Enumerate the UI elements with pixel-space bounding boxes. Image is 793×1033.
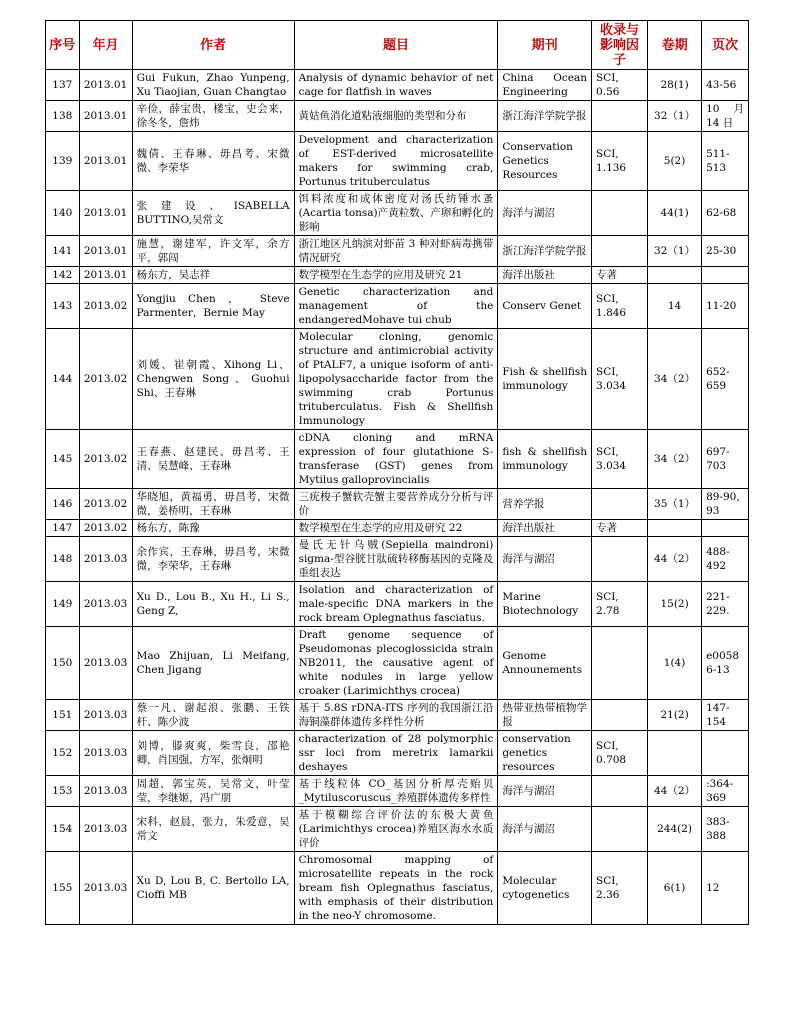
cell-index: [592, 537, 648, 582]
cell-journal: fish & shellfish immunology: [498, 430, 592, 489]
cell-index: [592, 191, 648, 236]
cell-no: 149: [46, 582, 80, 627]
cell-pages: [702, 731, 749, 776]
cell-authors: 辛俭，薛宝贵，楼宝，史会来，徐冬冬，詹炜: [132, 101, 294, 132]
cell-pages: 652-659: [702, 329, 749, 430]
cell-no: 144: [46, 329, 80, 430]
cell-pages: 89-90, 93: [702, 489, 749, 520]
cell-no: 150: [46, 627, 80, 700]
cell-journal: 海洋出版社: [498, 520, 592, 537]
cell-title: 数学模型在生态学的应用及研究 21: [294, 267, 498, 284]
cell-no: 148: [46, 537, 80, 582]
cell-index: SCI, 0.56: [592, 70, 648, 101]
cell-volume: 21(2): [648, 700, 702, 731]
cell-authors: Xu D, Lou B, C. Bertollo LA, Cioffi MB: [132, 852, 294, 925]
cell-authors: 杨东方，陈豫: [132, 520, 294, 537]
cell-volume: [648, 520, 702, 537]
cell-pages: e00586-13: [702, 627, 749, 700]
header-row: [46, 21, 749, 70]
cell-date: 2013.03: [79, 627, 132, 700]
cell-date: 2013.01: [79, 267, 132, 284]
cell-volume: 15(2): [648, 582, 702, 627]
cell-journal: conservation genetics resources: [498, 731, 592, 776]
cell-date: 2013.03: [79, 731, 132, 776]
cell-title: Genetic characterization and management of the endangeredMohave tui chub: [294, 284, 498, 329]
cell-index: [592, 700, 648, 731]
header-index: 收录与影响因子: [592, 21, 648, 70]
cell-volume: 34（2）: [648, 430, 702, 489]
cell-volume: 35（1）: [648, 489, 702, 520]
cell-pages: 10 月 14 日: [702, 101, 749, 132]
table-body: [46, 70, 749, 925]
cell-pages: 221-229.: [702, 582, 749, 627]
cell-no: 145: [46, 430, 80, 489]
table-row: [46, 731, 749, 776]
cell-volume: 14: [648, 284, 702, 329]
cell-date: 2013.01: [79, 132, 132, 191]
cell-volume: [648, 731, 702, 776]
cell-journal: 营养学报: [498, 489, 592, 520]
cell-journal: China Ocean Engineering: [498, 70, 592, 101]
cell-date: 2013.03: [79, 700, 132, 731]
cell-journal: 热带亚热带植物学报: [498, 700, 592, 731]
cell-title: Chromosomal mapping of microsatellite repeats in the rock bream fish Oplegnathus fasciatus, with emphasis of their distribution in the neo-Y chromosome.: [294, 852, 498, 925]
cell-title: 数学模型在生态学的应用及研究 22: [294, 520, 498, 537]
cell-no: 141: [46, 236, 80, 267]
cell-title: 三疣梭子蟹软壳蟹主要营养成分分析与评价: [294, 489, 498, 520]
cell-date: 2013.01: [79, 101, 132, 132]
cell-journal: Fish & shellfish immunology: [498, 329, 592, 430]
cell-authors: 余作宾，王春琳，毋昌考，宋微微，李荣华，王春琳: [132, 537, 294, 582]
table-row: [46, 284, 749, 329]
table-row: [46, 132, 749, 191]
cell-pages: 12: [702, 852, 749, 925]
cell-journal: Conserv Genet: [498, 284, 592, 329]
cell-index: SCI, 3.034: [592, 329, 648, 430]
cell-date: 2013.03: [79, 537, 132, 582]
cell-pages: 488-492: [702, 537, 749, 582]
cell-pages: 11-20: [702, 284, 749, 329]
cell-pages: 25-30: [702, 236, 749, 267]
cell-journal: Conservation Genetics Resources: [498, 132, 592, 191]
cell-title: Development and characterization of EST-derived microsatellite makers for swimming crab, Portunus trituberculatus: [294, 132, 498, 191]
cell-volume: [648, 267, 702, 284]
table-row: [46, 700, 749, 731]
cell-pages: [702, 267, 749, 284]
cell-volume: 34（2）: [648, 329, 702, 430]
cell-title: 曼氏无针乌贼(Sepiella maindroni) sigma-型谷胱甘肽硫转移酶基因的克隆及重组表达: [294, 537, 498, 582]
cell-journal: 海洋与湖沼: [498, 776, 592, 807]
cell-date: 2013.02: [79, 430, 132, 489]
cell-no: 147: [46, 520, 80, 537]
header-pages: 页次: [702, 21, 749, 70]
cell-index: [592, 627, 648, 700]
cell-index: [592, 807, 648, 852]
cell-pages: 43-56: [702, 70, 749, 101]
cell-pages: 697-703: [702, 430, 749, 489]
table-row: [46, 582, 749, 627]
cell-title: cDNA cloning and mRNA expression of four glutathione S-transferase (GST) genes from Mytilus galloprovincialis: [294, 430, 498, 489]
cell-index: SCI, 0.708: [592, 731, 648, 776]
cell-index: SCI, 2.78: [592, 582, 648, 627]
cell-date: 2013.01: [79, 191, 132, 236]
cell-journal: Marine Biotechnology: [498, 582, 592, 627]
cell-index: [592, 101, 648, 132]
cell-title: 饵料浓度和成体密度对汤氏纺锤水蚤(Acartia tonsa)产黄粒数、产卵和孵化的影响: [294, 191, 498, 236]
cell-index: SCI, 3.034: [592, 430, 648, 489]
table-row: [46, 430, 749, 489]
cell-title: 浙江地区凡纳滨对虾苗 3 种对虾病毒携带情况研究: [294, 236, 498, 267]
cell-date: 2013.02: [79, 284, 132, 329]
cell-no: 138: [46, 101, 80, 132]
cell-volume: 1(4): [648, 627, 702, 700]
cell-no: 137: [46, 70, 80, 101]
table-row: [46, 489, 749, 520]
cell-date: 2013.02: [79, 520, 132, 537]
cell-date: 2013.02: [79, 489, 132, 520]
cell-journal: Genome Announements: [498, 627, 592, 700]
cell-authors: Gui Fukun, Zhao Yunpeng, Xu Tiaojian, Guan Changtao: [132, 70, 294, 101]
cell-authors: 杨东方，吴志祥: [132, 267, 294, 284]
cell-title: Draft genome sequence of Pseudomonas plecoglossicida strain NB2011, the causative agent of white nodules in large yellow croaker (Larimichthys crocea): [294, 627, 498, 700]
cell-journal: Molecular cytogenetics: [498, 852, 592, 925]
header-journal: 期刊: [498, 21, 592, 70]
cell-no: 155: [46, 852, 80, 925]
cell-index: SCI, 1.136: [592, 132, 648, 191]
cell-index: [592, 489, 648, 520]
cell-authors: 周超，郭宝英，吴常文，叶莹莹，李继姬，冯广朋: [132, 776, 294, 807]
cell-no: 143: [46, 284, 80, 329]
table-row: [46, 627, 749, 700]
cell-pages: 62-68: [702, 191, 749, 236]
cell-no: 140: [46, 191, 80, 236]
cell-date: 2013.03: [79, 852, 132, 925]
cell-title: 基于线粒体 CO_基因分析厚壳贻贝_Mytiluscoruscus_养殖群体遗传多样性: [294, 776, 498, 807]
cell-authors: 刘媛、崔朝霞、Xihong Li、Chengwen Song、Guohui Shi、王春琳: [132, 329, 294, 430]
table-row: [46, 329, 749, 430]
table-row: [46, 537, 749, 582]
table-row: [46, 852, 749, 925]
table-row: [46, 101, 749, 132]
cell-authors: Xu D., Lou B., Xu H., Li S., Geng Z,: [132, 582, 294, 627]
cell-date: 2013.03: [79, 582, 132, 627]
cell-journal: 浙江海洋学院学报: [498, 101, 592, 132]
cell-authors: 刘博，滕爽爽，柴雪良，邵艳卿，肖国强，方军，张炯明: [132, 731, 294, 776]
cell-volume: 44（2）: [648, 776, 702, 807]
cell-authors: Yongjiu Chen ， Steve Parmenter，Bernie May: [132, 284, 294, 329]
cell-date: 2013.03: [79, 776, 132, 807]
cell-pages: :364-369: [702, 776, 749, 807]
cell-journal: 海洋出版社: [498, 267, 592, 284]
cell-no: 151: [46, 700, 80, 731]
cell-no: 139: [46, 132, 80, 191]
cell-authors: 华晓旭，黄福勇，毋昌考，宋微微，姜桥明，王春琳: [132, 489, 294, 520]
cell-volume: 244(2): [648, 807, 702, 852]
cell-pages: [702, 520, 749, 537]
publication-table: [45, 20, 749, 925]
cell-volume: 28(1): [648, 70, 702, 101]
cell-index: [592, 776, 648, 807]
cell-title: Isolation and characterization of male-specific DNA markers in the rock bream Oplegnathus fasciatus.: [294, 582, 498, 627]
cell-journal: 海洋与湖沼: [498, 807, 592, 852]
cell-volume: 6(1): [648, 852, 702, 925]
cell-title: 黄姑鱼消化道粘液细胞的类型和分布: [294, 101, 498, 132]
cell-index: 专著: [592, 520, 648, 537]
table-row: [46, 807, 749, 852]
cell-title: 基于 5.8S rDNA-ITS 序列的我国浙江沿海铜藻群体遗传多样性分析: [294, 700, 498, 731]
cell-date: 2013.03: [79, 807, 132, 852]
cell-journal: 浙江海洋学院学报: [498, 236, 592, 267]
cell-index: SCI, 2.36: [592, 852, 648, 925]
cell-journal: 海洋与湖沼: [498, 537, 592, 582]
header-date: 年月: [79, 21, 132, 70]
cell-authors: Mao Zhijuan, Li Meifang, Chen Jigang: [132, 627, 294, 700]
cell-volume: 44（2）: [648, 537, 702, 582]
cell-no: 154: [46, 807, 80, 852]
cell-index: [592, 236, 648, 267]
cell-date: 2013.02: [79, 329, 132, 430]
table-row: [46, 776, 749, 807]
cell-volume: 5(2): [648, 132, 702, 191]
cell-date: 2013.01: [79, 70, 132, 101]
cell-pages: 383-388: [702, 807, 749, 852]
table-row: [46, 236, 749, 267]
cell-volume: 32（1）: [648, 236, 702, 267]
cell-authors: 魏倩、王春琳、毋昌考、宋微微、李荣华: [132, 132, 294, 191]
cell-no: 152: [46, 731, 80, 776]
cell-no: 142: [46, 267, 80, 284]
cell-volume: 32（1）: [648, 101, 702, 132]
cell-date: 2013.01: [79, 236, 132, 267]
cell-authors: 王春燕、赵建民、毋昌考、王清、吴慧峰、王春琳: [132, 430, 294, 489]
cell-index: 专著: [592, 267, 648, 284]
cell-pages: 511-513: [702, 132, 749, 191]
header-volume: 卷期: [648, 21, 702, 70]
table-row: [46, 267, 749, 284]
table-row: [46, 70, 749, 101]
cell-journal: 海洋与湖沼: [498, 191, 592, 236]
cell-pages: 147-154: [702, 700, 749, 731]
cell-title: characterization of 28 polymorphic ssr loci from meretrix lamarkii deshayes: [294, 731, 498, 776]
cell-authors: 张建设、ISABELLA BUTTINO,吴常文: [132, 191, 294, 236]
header-authors: 作者: [132, 21, 294, 70]
cell-authors: 蔡一凡、谢起浪、张鹏、王铁杆、陈少波: [132, 700, 294, 731]
cell-volume: 44(1): [648, 191, 702, 236]
table-row: [46, 520, 749, 537]
cell-no: 146: [46, 489, 80, 520]
header-title: 题目: [294, 21, 498, 70]
table-row: [46, 191, 749, 236]
cell-title: Analysis of dynamic behavior of net cage for flatfish in waves: [294, 70, 498, 101]
cell-title: Molecular cloning, genomic structure and antimicrobial activity of PtALF7, a unique isoform of anti-lipopolysaccharide factor from the swimming crab Portunus trituberculatus. Fish & Shellfish Immunology: [294, 329, 498, 430]
cell-authors: 施慧，谢建军，许文军，余方平，郭闯: [132, 236, 294, 267]
cell-index: SCI, 1.846: [592, 284, 648, 329]
cell-no: 153: [46, 776, 80, 807]
cell-title: 基于模糊综合评价法的东极大黄鱼(Larimichthys crocea)养殖区海水水质评价: [294, 807, 498, 852]
header-no: 序号: [46, 21, 80, 70]
cell-authors: 宋科，赵晨，张力，朱爱意，吴常文: [132, 807, 294, 852]
